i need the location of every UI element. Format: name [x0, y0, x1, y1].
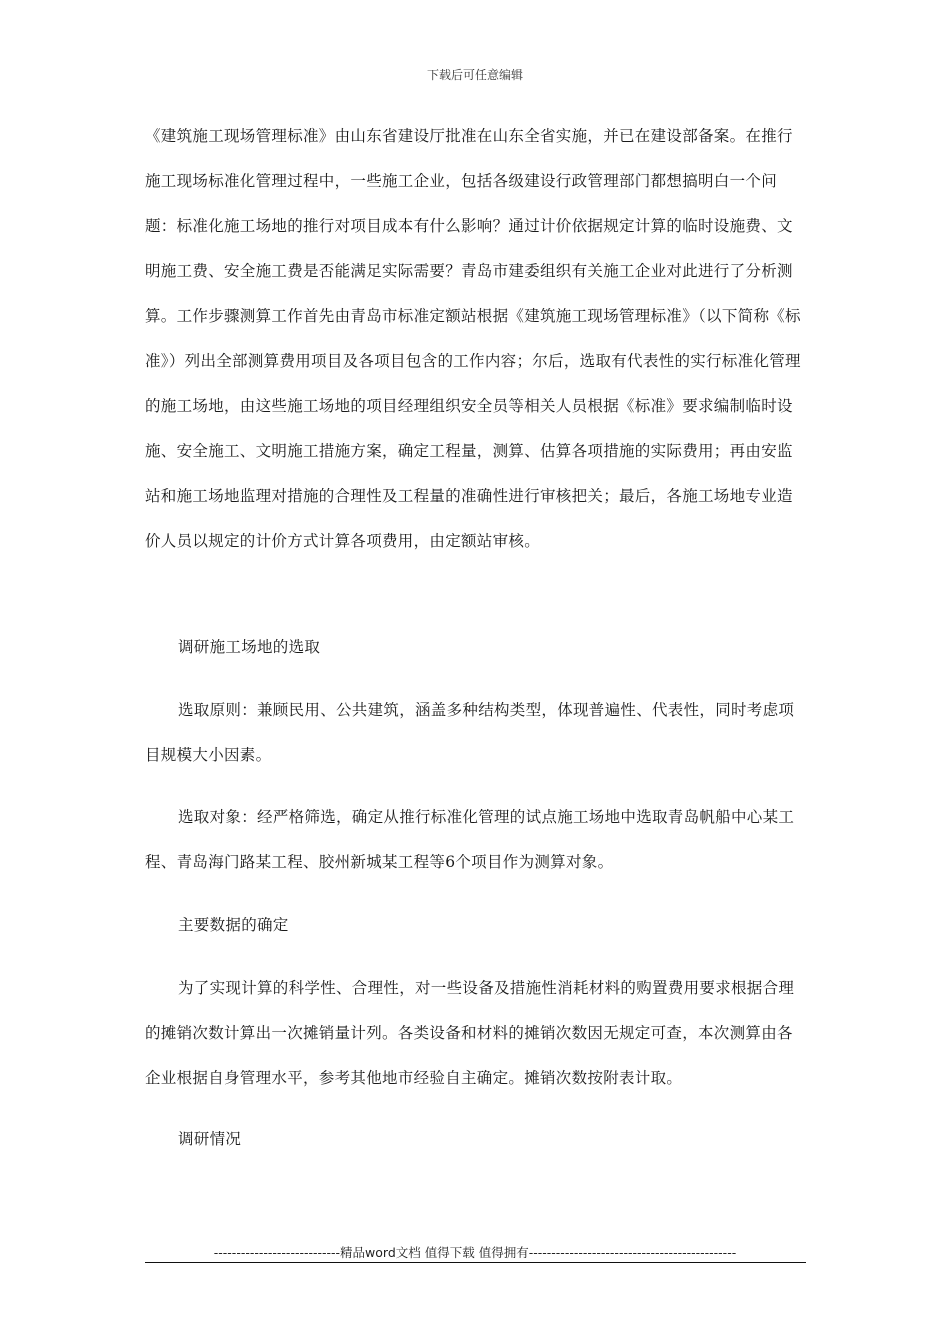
- paragraph-objects: 选取对象：经严格筛选，确定从推行标准化管理的试点施工场地中选取青岛帆船中心某工程、青岛海门路某工程、胶州新城某工程等6个项目作为测算对象。: [145, 808, 795, 871]
- heading-site-selection: 调研施工场地的选取: [178, 638, 321, 656]
- paragraph-intro: 《建筑施工现场管理标准》由山东省建设厅批准在山东全省实施，并已在建设部备案。在推行施工现场标准化管理过程中，一些施工企业，包括各级建设行政管理部门都想搞明白一个问题：标准化施工场地的推行对项目成本有什么影响？通过计价依据规定计算的临时设施费、文明施工费、安全施工费是否能满足实际需要？青岛市建委组织有关施工企业对此进行了分析测算。工作步骤测算工作首先由青岛市标准定额站根据《建筑施工现场管理标准》（以下简称《标准》）列出全部测算费用项目及各项目包含的工作内容；尔后，选取有代表性的实行标准化管理的施工场地，由这些施工场地的项目经理组织安全员等相关人员根据《标准》要求编制临时设施、安全施工、文明施工措施方案，确定工程量，测算、估算各项措施的实际费用；再由安监站和施工场地监理对措施的合理性及工程量的准确性进行审核把关；最后，各施工场地专业造价人员以规定的计价方式计算各项费用，由定额站审核。: [145, 127, 801, 550]
- footer-divider: [145, 1262, 806, 1263]
- paragraph-principle: 选取原则：兼顾民用、公共建筑，涵盖多种结构类型，体现普遍性、代表性，同时考虑项目规模大小因素。: [145, 701, 795, 764]
- heading-main-data: 主要数据的确定: [178, 916, 289, 934]
- paragraph-data: 为了实现计算的科学性、合理性，对一些设备及措施性消耗材料的购置费用要求根据合理的摊销次数计算出一次摊销量计列。各类设备和材料的摊销次数因无规定可查，本次测算由各企业根据自身管理水平，参考其他地市经验自主确定。摊销次数按附表计取。: [145, 979, 795, 1087]
- page-footer: ----------------------------精品word文档 值得下载 值得拥有----------------------------------------------: [213, 1245, 737, 1260]
- heading-survey: 调研情况: [178, 1130, 242, 1148]
- page-header: 下载后可任意编辑: [426, 68, 523, 82]
